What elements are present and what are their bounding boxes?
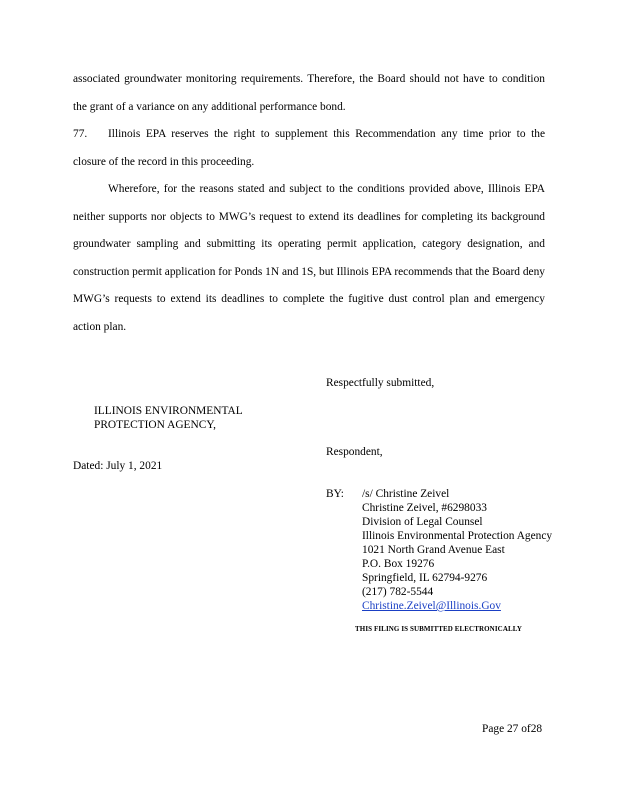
paragraph-number: 77. — [73, 128, 88, 140]
agency-name — [94, 404, 243, 432]
po-box: P.O. Box 19276 — [362, 558, 435, 570]
agency-name-line-1: ILLINOIS ENVIRONMENTAL — [94, 405, 243, 417]
electronic-filing-note: THIS FILING IS SUBMITTED ELECTRONICALLY — [355, 625, 523, 633]
page-number: Page 27 of28 — [482, 723, 543, 735]
paragraph-bond: associated groundwater monitoring requirements. Therefore, the Board should not have to condition the grant of a variance on any additional performance bond. — [73, 73, 545, 113]
city-state-zip: Springfield, IL 62794-9276 — [362, 572, 488, 584]
signatory-contact-block — [362, 487, 552, 613]
agency-name-line-2: PROTECTION AGENCY, — [94, 419, 216, 431]
email-link[interactable]: Christine.Zeivel@Illinois.Gov — [362, 600, 501, 612]
by-label: BY: — [326, 488, 344, 500]
division-name: Division of Legal Counsel — [362, 516, 483, 528]
respondent-label: Respondent, — [326, 446, 383, 458]
street-address: 1021 North Grand Avenue East — [362, 544, 505, 556]
date-line: Dated: July 1, 2021 — [73, 460, 163, 472]
respectfully-submitted: Respectfully submitted, — [326, 377, 435, 389]
agency-full-name: Illinois Environmental Protection Agency — [362, 530, 553, 542]
signature-line: /s/ Christine Zeivel — [362, 488, 450, 500]
paragraph-77-text: Illinois EPA reserves the right to supplement this Recommendation any time prior to the closure of the record in this proceeding. — [73, 128, 545, 168]
paragraph-wherefore: Wherefore, for the reasons stated and subject to the conditions provided above, Illinois EPA neither supports nor objects to MWG’s request to extend its deadlines for completing its background groundwater sampling and submitting its operating permit application, category designation, and construction permit application for Ponds 1N and 1S, but Illinois EPA recommends that the Board deny MWG’s requests to extend its deadlines to complete the fugitive dust control plan and emergency action plan. — [73, 183, 545, 333]
paragraph-77 — [73, 121, 545, 176]
attorney-name: Christine Zeivel, #6298033 — [362, 502, 487, 514]
phone-number: (217) 782-5544 — [362, 586, 434, 598]
